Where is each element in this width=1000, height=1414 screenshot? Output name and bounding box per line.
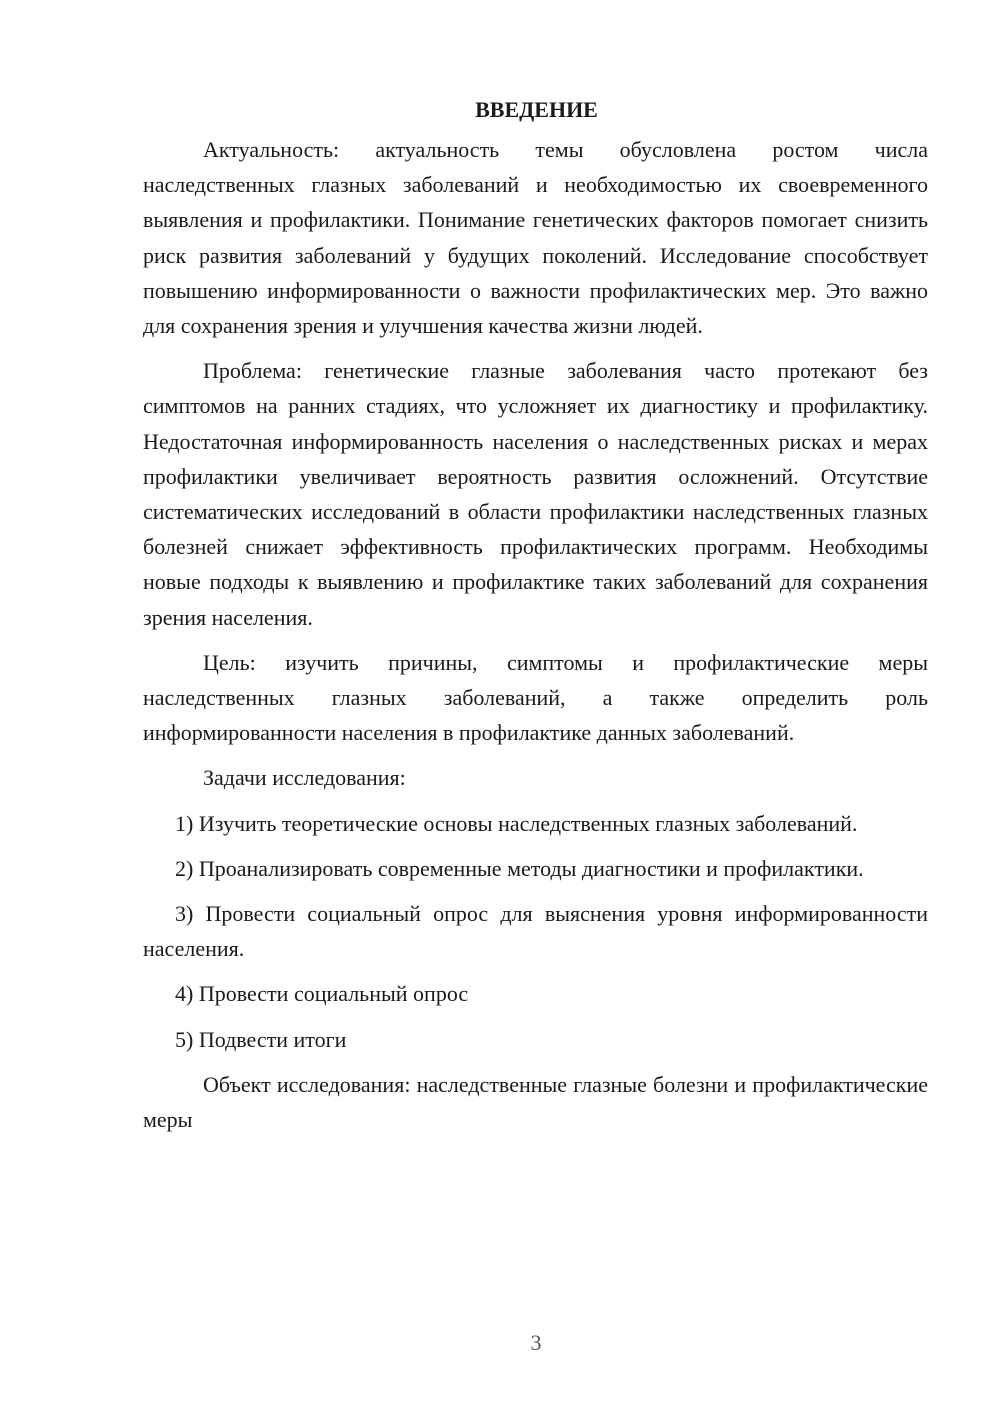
section-title: ВВЕДЕНИЕ <box>475 97 598 122</box>
task-item-4: 4) Провести социальный опрос <box>175 981 469 1007</box>
document-page <box>143 92 928 1137</box>
task-item-1: 1) Изучить теоретические основы наследственных глазных заболеваний. <box>175 810 858 836</box>
problem-paragraph: Проблема: генетические глазные заболевания часто протекают без симптомов на ранних стадиях, что усложняет их диагностику и профилактику. Недостаточная информированность населения о наследственных рисках и мерах профилактики увеличивает вероятность развития осложнений. Отсутствие систематических исследований в области профилактики наследственных глазных болезней снижает эффективность профилактических программ. Необходимы новые подходы к выявлению и профилактике таких заболеваний для сохранения зрения населения. <box>143 358 928 630</box>
relevance-paragraph: Актуальность: актуальность темы обусловлена ростом числа наследственных глазных заболеваний и необходимостью их своевременного выявления и профилактики. Понимание генетических факторов помогает снизить риск развития заболеваний у будущих поколений. Исследование способствует повышению информированности о важности профилактических мер. Это важно для сохранения зрения и улучшения качества жизни людей. <box>143 137 928 339</box>
task-item-3: 3) Провести социальный опрос для выяснения уровня информированности населения. <box>143 901 928 962</box>
tasks-heading: Задачи исследования: <box>203 765 406 791</box>
page-number: 3 <box>530 1330 542 1355</box>
object-paragraph: Объект исследования: наследственные глазные болезни и профилактические меры <box>143 1071 928 1133</box>
task-item-5: 5) Подвести итоги <box>175 1026 347 1052</box>
task-item-2: 2) Проанализировать современные методы диагностики и профилактики. <box>175 855 864 881</box>
goal-paragraph: Цель: изучить причины, симптомы и профилактические меры наследственных глазных заболеваний, а также определить роль информированности населения в профилактике данных заболеваний. <box>143 649 928 746</box>
